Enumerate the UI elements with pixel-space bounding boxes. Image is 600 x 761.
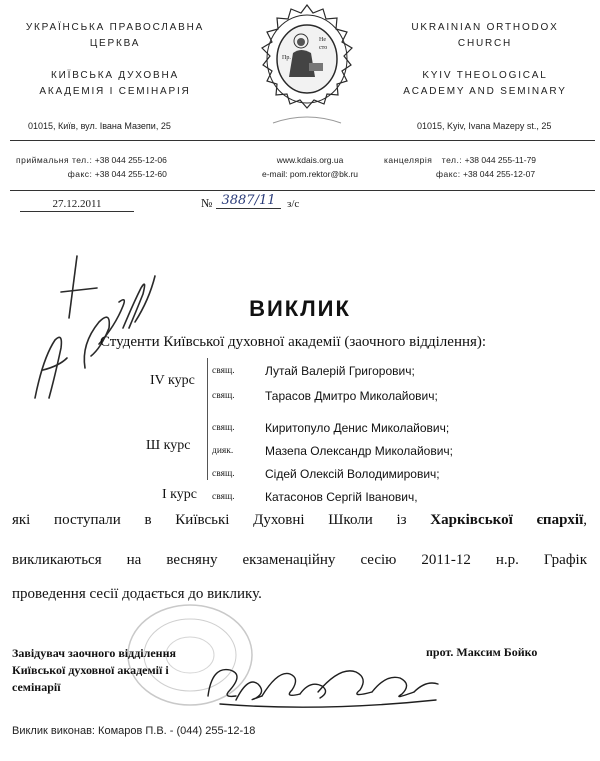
- student-name: Тарасов Дмитро Миколайович;: [265, 389, 438, 403]
- address-right: 01015, Kyiv, Ivana Mazepy st., 25: [417, 121, 552, 131]
- student-name: Мазепа Олександр Миколайович;: [265, 444, 453, 458]
- student-name: Лутай Валерій Григорович;: [265, 364, 415, 378]
- svg-text:сто: сто: [319, 45, 328, 51]
- student-rank: свящ.: [212, 423, 235, 433]
- saint-icon-seal: [253, 3, 361, 138]
- number-suffix: з/с: [287, 198, 300, 210]
- document-subtitle: Студенти Київської духовної академії (заочного відділення):: [100, 334, 487, 350]
- contacts-right: [384, 153, 536, 181]
- svg-text:Не: Не: [319, 37, 326, 43]
- margin-handwritten-resolution: [15, 248, 165, 418]
- address-left: 01015, Київ, вул. Івана Мазепи, 25: [28, 121, 171, 131]
- document-number: 3887/11: [216, 193, 281, 209]
- email: e-mail: pom.rektor@bk.ru: [261, 169, 358, 179]
- fax-left: +38 044 255-12-60: [94, 169, 167, 179]
- number-prefix: №: [201, 196, 213, 210]
- header-left-line2: ЦЕРКВА: [89, 38, 141, 49]
- student-name: Сідей Олексій Володимирович;: [265, 467, 440, 481]
- website: www.kdais.org.ua: [276, 155, 344, 165]
- office-label: канцелярія: [384, 155, 433, 165]
- fax-label-right: факс:: [436, 169, 461, 179]
- header-left-ukrainian: [0, 20, 230, 100]
- executor-line: Виклик виконав: Комаров П.В. - (044) 255-12-18: [12, 725, 256, 737]
- reception-phone: +38 044 255-12-06: [94, 155, 167, 165]
- student-rank: дияк.: [212, 446, 234, 456]
- header-left-line1: УКРАЇНСЬКА ПРАВОСЛАВНА: [25, 22, 205, 33]
- header-left-line3: КИЇВСЬКА ДУХОВНА: [51, 70, 179, 81]
- signer-name: прот. Максим Бойко: [426, 645, 538, 659]
- contacts-divider: [10, 190, 595, 191]
- document-title: ВИКЛИК: [249, 296, 351, 321]
- student-rank: свящ.: [212, 391, 235, 401]
- position-line2: Київської духовної академії і: [12, 663, 169, 677]
- header-right-line1: UKRAINIAN ORTHODOX: [411, 22, 559, 33]
- body-line1-end: ,: [583, 512, 587, 528]
- body-line-1: [12, 512, 587, 529]
- course-label-iv: IV курс: [150, 373, 195, 388]
- header-right-line3: KYIV THEOLOGICAL: [422, 70, 548, 81]
- body-line-2: викликаються на весняну екзаменаційну сесію 2011-12 н.р. Графік: [12, 552, 587, 568]
- handwritten-signature: [200, 656, 445, 716]
- position-line1: Завідувач заочного відділення: [12, 646, 176, 660]
- header-left-line4: АКАДЕМІЯ І СЕМІНАРІЯ: [39, 86, 191, 97]
- student-name: Киритопуло Денис Миколайович;: [265, 421, 450, 435]
- fax-label-left: факс:: [67, 169, 93, 179]
- position-line3: семінарії: [12, 680, 61, 694]
- course-label-i: I курс: [162, 487, 197, 502]
- body-line-3: проведення сесії додається до виклику.: [12, 586, 262, 602]
- body-line1-start: які поступали в Київські Духовні Школи із: [12, 512, 407, 528]
- header-right-line2: CHURCH: [457, 38, 513, 49]
- reception-label: приймальня тел.:: [16, 155, 93, 165]
- document-date: 27.12.2011: [20, 198, 134, 212]
- signature-position: [12, 645, 176, 696]
- office-phone: +38 044 255-11-79: [464, 155, 537, 165]
- course-label-iii: Ш курс: [146, 438, 191, 453]
- header-right-english: [370, 20, 600, 100]
- student-rank: свящ.: [212, 366, 235, 376]
- diocese-name: Харківської єпархії: [430, 512, 584, 528]
- student-rank: свящ.: [212, 492, 235, 502]
- tel-label-right: тел.:: [441, 155, 463, 165]
- contacts-left: [16, 153, 167, 181]
- student-rank: свящ.: [212, 469, 235, 479]
- header-divider: [10, 140, 595, 141]
- svg-text:Пр.: Пр.: [282, 55, 291, 61]
- student-name: Катасонов Сергій Іванович,: [265, 490, 418, 504]
- fax-right: +38 044 255-12-07: [463, 169, 536, 179]
- contacts-center: [240, 153, 380, 181]
- header-right-line4: ACADEMY AND SEMINARY: [403, 86, 567, 97]
